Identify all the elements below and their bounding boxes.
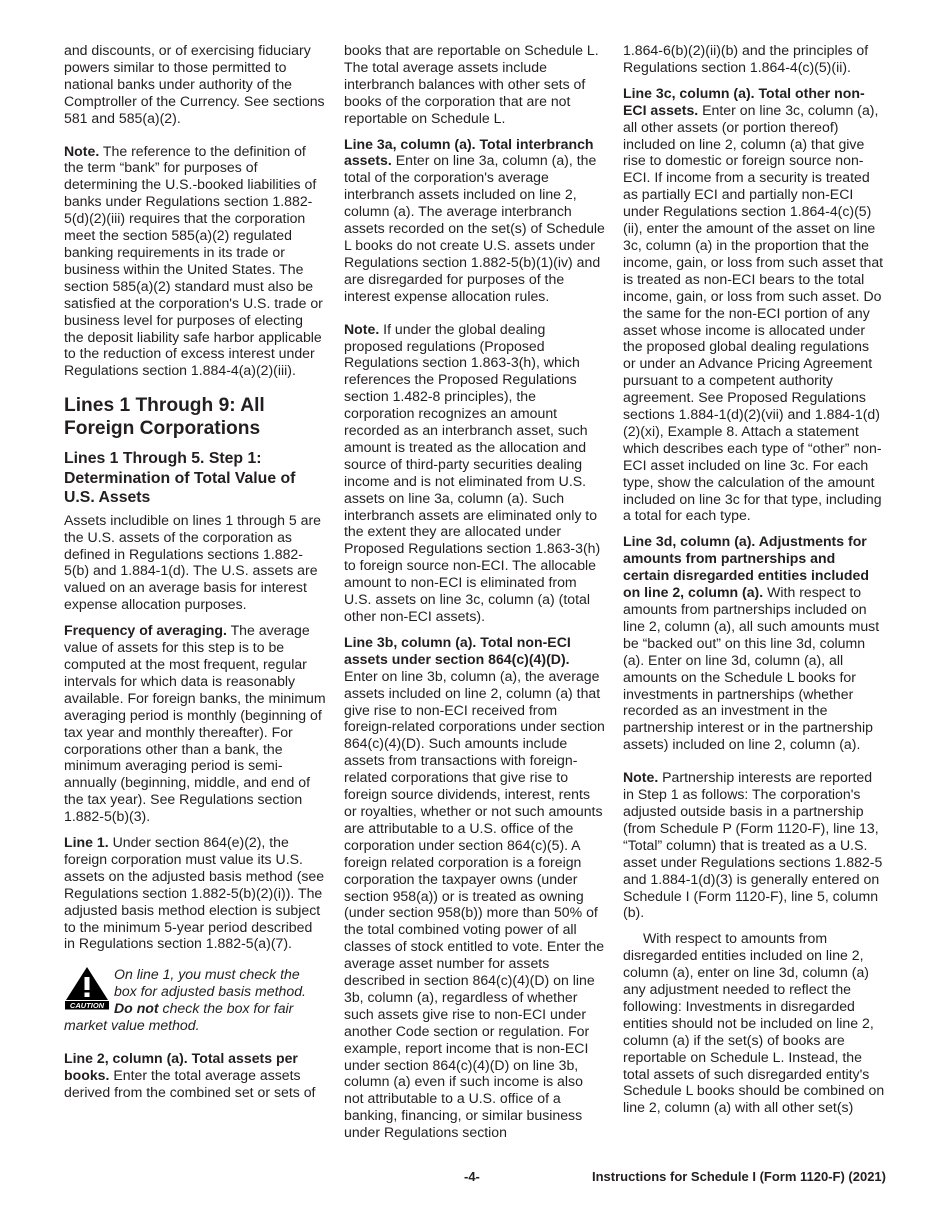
subsection-heading: Lines 1 Through 5. Step 1: Determination of Total Value of U.S. Assets [64,450,296,507]
note-lead: Note. [344,320,380,337]
footer-title: Instructions for Schedule I (Form 1120-F) (2021) [591,1169,886,1184]
note-paragraph [344,321,606,625]
paragraph-continued: and discounts, or of exercising fiduciary powers similar to those permitted to national banks under authority of the Comptroller of the Currency. See sections 581 and 585(a)(2). [64,42,325,126]
frequency-text: The average value of assets for this step is to be computed at the most frequent, regular intervals for which data is reasonably available. For foreign banks, the minimum averaging period is monthly (beginning of tax year and monthly thereafter). For corporations other than a bank, the minimum averaging period is semi-annually (beginning, middle, and end of the tax year). See Regulations section 1.882-5(b)(3). [64,622,326,825]
column-right [623,42,885,1125]
column-middle [344,42,606,1150]
note-paragraph [623,769,885,921]
line2-paragraph [64,1050,326,1101]
line3d-lead: Line 3d, column (a). Adjustments for amounts from partnerships and certain disregarded entities included on line 2, column (a). [623,533,869,601]
caution-icon-label: CAUTION [69,1001,105,1011]
note-lead: Note. [64,142,100,159]
line3c-text: Enter on line 3c, column (a), all other assets (or portion thereof) included on line 2, column (a) that give rise to domestic or foreign source non-ECI. If income from a security is treated as partially ECI and partially non-ECI under Regulations section 1.864-4(c)(5)(ii), enter the amount of the asset on line 3c, column (a) in the proportion that the income, gain, or loss from such asset that is treated as non-ECI bears to the total income, gain, or loss from such asset. Do the same for the non-ECI portion of any asset whose income is allocated under the proposed global dealing regulations or under an Advance Pricing Agreement pursuant to a competent authority agreement. See Proposed Regulations sections 1.884-1(d)(2)(vii) and 1.884-1(d)(2)(xi), Example 8. Attach a statement which describes each type of “other” non-ECI asset included on line 3c. For each type, show the calculation of the amount included on line 3c for that type, including a total for each type. [623,101,884,524]
caution-text-2: check the box for fair market value method. [64,1000,294,1034]
column-left [64,42,326,1110]
caution-text-1: On line 1, you must check the box for adjusted basis method. [114,966,306,1000]
paragraph-continued: 1.864-6(b)(2)(ii)(b) and the principles of Regulations section 1.864-4(c)(5)(ii). [623,42,869,75]
assets-paragraph: Assets includible on lines 1 through 5 are the U.S. assets of the corporation as defined in Regulations sections 1.882-5(b) and 1.884-1(d). The U.S. assets are valued on an average basis for interest expense allocation purposes. [64,511,321,613]
page-number: -4- [464,1169,480,1184]
note-lead: Note. [623,769,659,786]
caution-note [64,966,326,1034]
page-footer [0,1169,950,1189]
line3c-paragraph [623,85,885,525]
note-text: The reference to the definition of the term “bank” for purposes of determining the U.S.-booked liabilities of banks under Regulations section 1.882-5(d)(2)(iii) requires that the corporation meet the section 585(a)(2) regulated banking requirements in its trade or business within the United States. The section 585(a)(2) standard must also be satisfied at the corporation's U.S. trade or business level for purposes of electing the deposit liability safe harbor applicable to the reduction of excess interest under Regulations section 1.884-4(a)(2)(iii). [64,142,323,379]
line3a-paragraph [344,136,606,305]
line3a-lead: Line 3a, column (a). Total interbranch assets. [344,135,594,169]
caution-bold: Do not [114,1000,159,1017]
line1-paragraph [64,834,326,952]
line2-lead: Line 2, column (a). Total assets per books. [64,1050,298,1083]
line2-text: Enter the total average assets derived from the combined set or sets of [64,1066,316,1100]
line3b-paragraph [344,634,606,1141]
note-text: Partnership interests are reported in Step 1 as follows: The corporation's adjusted outside basis in a partnership (from Schedule P (Form 1120-F), line 13, “Total” column) that is treated as a U.S. asset under Regulations sections 1.882-5 and 1.884-1(d)(3) is generally entered on Schedule I (Form 1120-F), line 5, column (b). [623,769,883,921]
frequency-lead: Frequency of averaging. [64,622,227,639]
disregarded-paragraph: With respect to amounts from disregarded entities included on line 2, column (a), enter on line 3d, column (a) any adjustment needed to reflect the following: Investments in disregarded entities should not be included on line 2, column (a) if the set(s) of books are reportable on Schedule L. Instead, the total assets of such disregarded entity's Schedule L books should be combined on line 2, column (a) with all other set(s) [623,930,885,1116]
line3a-text: Enter on line 3a, column (a), the total of the corporation's average interbranch assets included on line 2, column (a). The average interbranch assets recorded on the set(s) of Schedule L books do not create U.S. assets under Regulations section 1.882-5(b)(1)(iv) and are disregarded for purposes of the interest expense allocation rules. [344,152,605,304]
line3b-lead: Line 3b, column (a). Total non-ECI assets under section 864(c)(4)(D). [344,633,571,667]
frequency-paragraph [64,622,326,825]
line1-text: Under section 864(e)(2), the foreign corporation must value its U.S. assets on the adjusted basis method (see Regulations section 1.882-5(b)(2)(i)). The adjusted basis method election is subject to the minimum 5-year period described in Regulations section 1.882-5(a)(7). [64,834,325,952]
note-paragraph [64,143,326,380]
line3d-text: With respect to amounts from partnerships included on line 2, column (a), all such amounts must be “backed out” on this line 3d, column (a). Enter on line 3d, column (a), all amounts on the Schedule L books for investments in partnerships (whether recorded as an investment in the partnership interest or in the partnership assets) included on line 2, column (a). [623,584,880,753]
paragraph-continued: books that are reportable on Schedule L. The total average assets include interbranch balances with other sets of books of the corporation that are not reportable on Schedule L. [344,42,599,126]
line3c-lead: Line 3c, column (a). Total other non-ECI assets. [623,84,865,118]
note-text: If under the global dealing proposed regulations (Proposed Regulations section 1.863-3(h), which references the Proposed Regulations section 1.482-8 principles), the corporation recognizes an amount recorded as an interbranch asset, such amount is treated as the allocation and source of third-party securities dealing income and is not eliminated from U.S. assets on line 3a, column (a). Such interbranch assets are eliminated only to the extent they are allocated under Proposed Regulations section 1.863-3(h) to foreign source non-ECI. The allocable amount to non-ECI is eliminated from U.S. assets on line 3c, column (a) (total other non-ECI assets). [344,320,601,624]
line1-lead: Line 1. [64,834,109,851]
section-heading: Lines 1 Through 9: All Foreign Corporations [64,395,265,440]
caution-icon [64,966,110,1010]
line3b-text: Enter on line 3b, column (a), the average assets included on line 2, column (a) that give rise to non-ECI received from foreign-related corporations under section 864(c)(4)(D). Such amounts include assets from transactions with foreign-related corporations that give rise to foreign source dividends, interest, rents or royalties, whether or not such amounts are attributable to a U.S. office of the corporation under section 864(c)(5). A foreign related corporation is a foreign corporation the taxpayer owns (under section 958(a)) or is treated as owning (under section 958(b)) more than 50% of the total combined voting power of all classes of stock entitled to vote. Enter the average asset number for assets described in section 864(c)(4)(D) on line 3b, column (a), regardless of whether such assets give rise to non-ECI under another Code section or regulation. For example, report income that is non-ECI under section 864(c)(4)(D) on line 3b, column (a) even if such income is also not attributable to a U.S. office of a banking, financing, or similar business under Regulations section [344,667,605,1141]
line3d-paragraph [623,533,885,753]
